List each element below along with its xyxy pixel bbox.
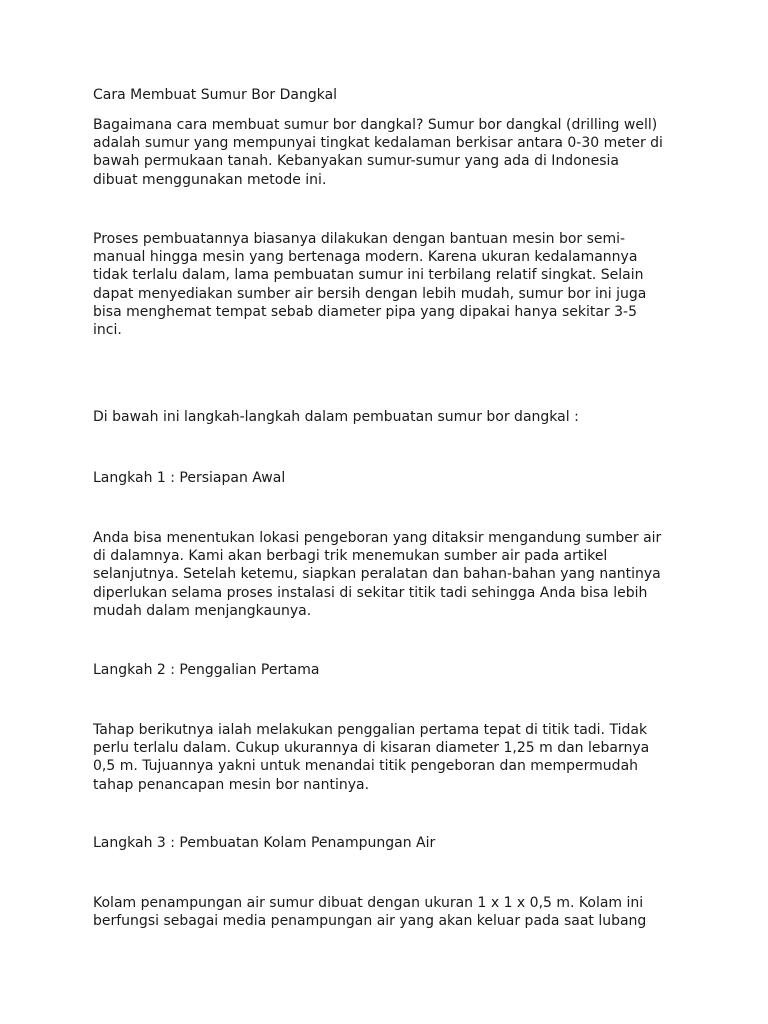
text-line: selanjutnya. Setelah ketemu, siapkan peralatan dan bahan-bahan yang nantinya <box>93 566 661 583</box>
intro-paragraph <box>93 116 683 189</box>
text-line: diperlukan selama proses instalasi di sekitar titik tadi sehingga Anda bisa lebih <box>93 584 648 601</box>
step-3-heading: Langkah 3 : Pembuatan Kolam Penampungan Air <box>93 835 436 851</box>
steps-intro-paragraph: Di bawah ini langkah-langkah dalam pembuatan sumur bor dangkal : <box>93 409 579 425</box>
text-line: tidak terlalu dalam, lama pembuatan sumur ini terbilang relatif singkat. Selain <box>93 267 644 284</box>
text-line: bawah permukaan tanah. Kebanyakan sumur-sumur yang ada di Indonesia <box>93 153 620 170</box>
text-line: Proses pembuatannya biasanya dilakukan dengan bantuan mesin bor semi- <box>93 231 626 247</box>
text-line: Anda bisa menentukan lokasi pengeboran yang ditaksir mengandung sumber air <box>93 530 662 546</box>
step-1-paragraph <box>93 529 683 620</box>
text-line: 0,5 m. Tujuannya yakni untuk menandai titik pengeboran dan mempermudah <box>93 758 639 775</box>
text-line: manual hingga mesin yang bertenaga modern. Karena ukuran kedalamannya <box>93 249 638 266</box>
text-line: dibuat menggunakan metode ini. <box>93 171 327 188</box>
document-title: Cara Membuat Sumur Bor Dangkal <box>93 87 338 103</box>
process-paragraph <box>93 230 683 339</box>
text-line: perlu terlalu dalam. Cukup ukurannya di kisaran diameter 1,25 m dan lebarnya <box>93 740 650 757</box>
step-3-paragraph <box>93 894 683 930</box>
text-line: bisa menghemat tempat sebab diameter pipa yang dipakai hanya sekitar 3-5 <box>93 303 637 320</box>
text-line: Tahap berikutnya ialah melakukan penggalian pertama tepat di titik tadi. Tidak <box>93 722 648 738</box>
step-2-heading: Langkah 2 : Penggalian Pertama <box>93 662 320 678</box>
text-line: dapat menyediakan sumber air bersih dengan lebih mudah, sumur bor ini juga <box>93 285 647 302</box>
step-1-heading: Langkah 1 : Persiapan Awal <box>93 470 286 486</box>
text-line: mudah dalam menjangkaunya. <box>93 602 312 619</box>
text-line: berfungsi sebagai media penampungan air yang akan keluar pada saat lubang <box>93 913 647 930</box>
text-line: tahap penancapan mesin bor nantinya. <box>93 776 370 793</box>
text-line: adalah sumur yang mempunyai tingkat kedalaman berkisar antara 0-30 meter di <box>93 135 663 152</box>
step-2-paragraph <box>93 721 683 794</box>
text-line: di dalamnya. Kami akan berbagi trik menemukan sumber air pada artikel <box>93 548 608 565</box>
text-line: Bagaimana cara membuat sumur bor dangkal? Sumur bor dangkal (drilling well) <box>93 117 658 133</box>
text-line: inci. <box>93 322 122 339</box>
text-line: Kolam penampungan air sumur dibuat dengan ukuran 1 x 1 x 0,5 m. Kolam ini <box>93 895 644 911</box>
